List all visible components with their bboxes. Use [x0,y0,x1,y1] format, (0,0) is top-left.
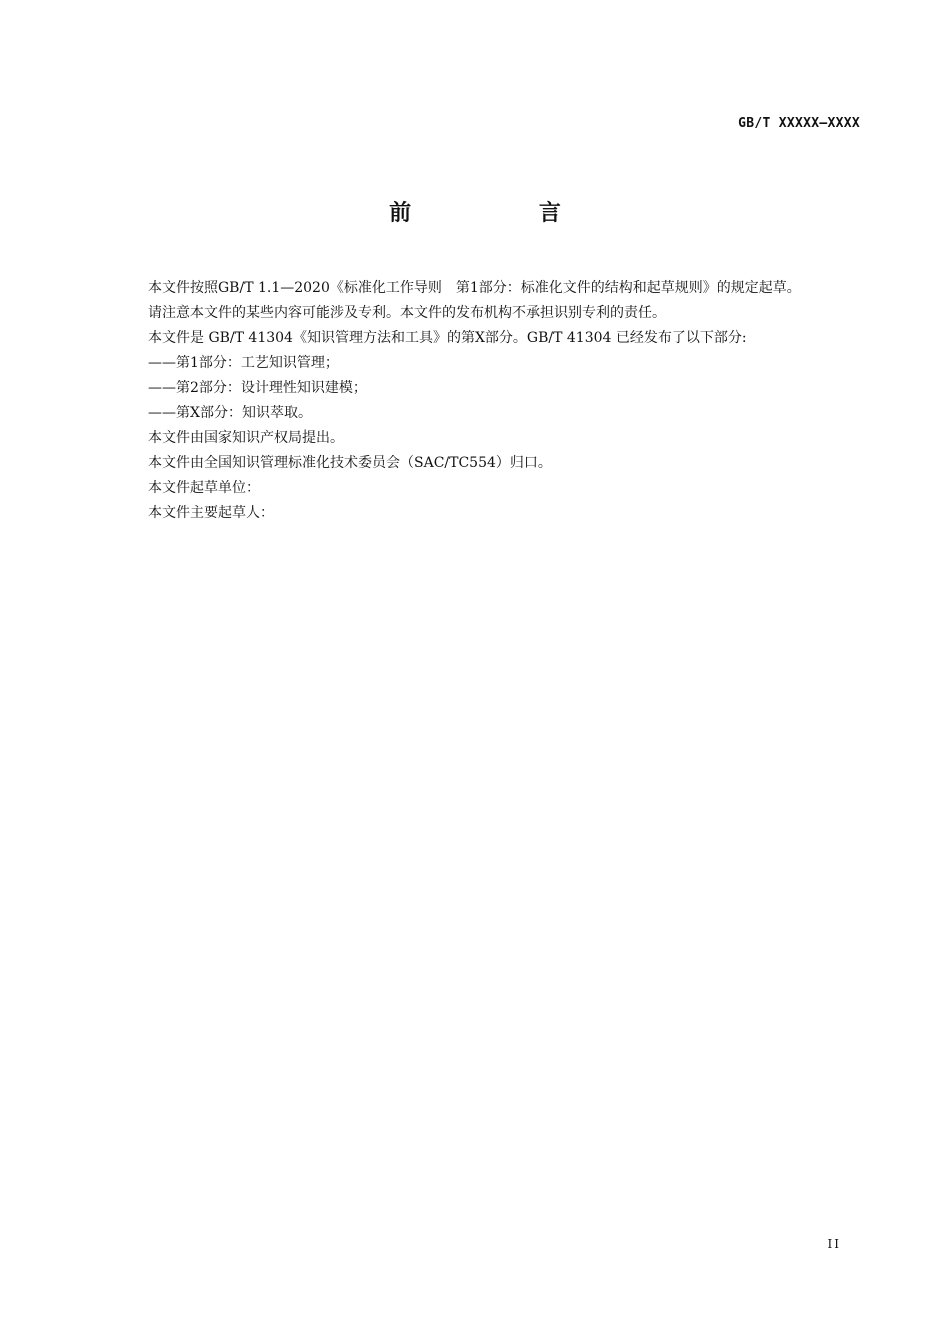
paragraph-patent-notice: 请注意本文件的某些内容可能涉及专利。本文件的发布机构不承担识别专利的责任。 [148,305,666,321]
paragraph-series-info: 本文件是 GB/T 41304《知识管理方法和工具》的第X部分。GB/T 41304 已经发布了以下部分: [148,330,747,346]
list-item-part-1: ——第1部分：工艺知识管理； [148,355,339,371]
paragraph-drafting-rules: 本文件按照GB/T 1.1—2020《标准化工作导则 第1部分：标准化文件的结构和起草规则》的规定起草。 [148,280,801,296]
list-item-part-2: ——第2部分：设计理性知识建模； [148,380,367,396]
document-code: GB/T XXXXX—XXXX [738,116,860,131]
page-title: 前 言 [389,201,621,226]
page-number: II [827,1237,841,1251]
paragraph-proposer: 本文件由国家知识产权局提出。 [148,430,344,446]
paragraph-committee: 本文件由全国知识管理标准化技术委员会（SAC/TC554）归口。 [148,455,552,471]
paragraph-main-drafters: 本文件主要起草人： [148,505,274,521]
document-body [114,276,860,526]
paragraph-drafting-units: 本文件起草单位： [148,480,260,496]
list-item-part-x: ——第X部分：知识萃取。 [148,405,312,421]
